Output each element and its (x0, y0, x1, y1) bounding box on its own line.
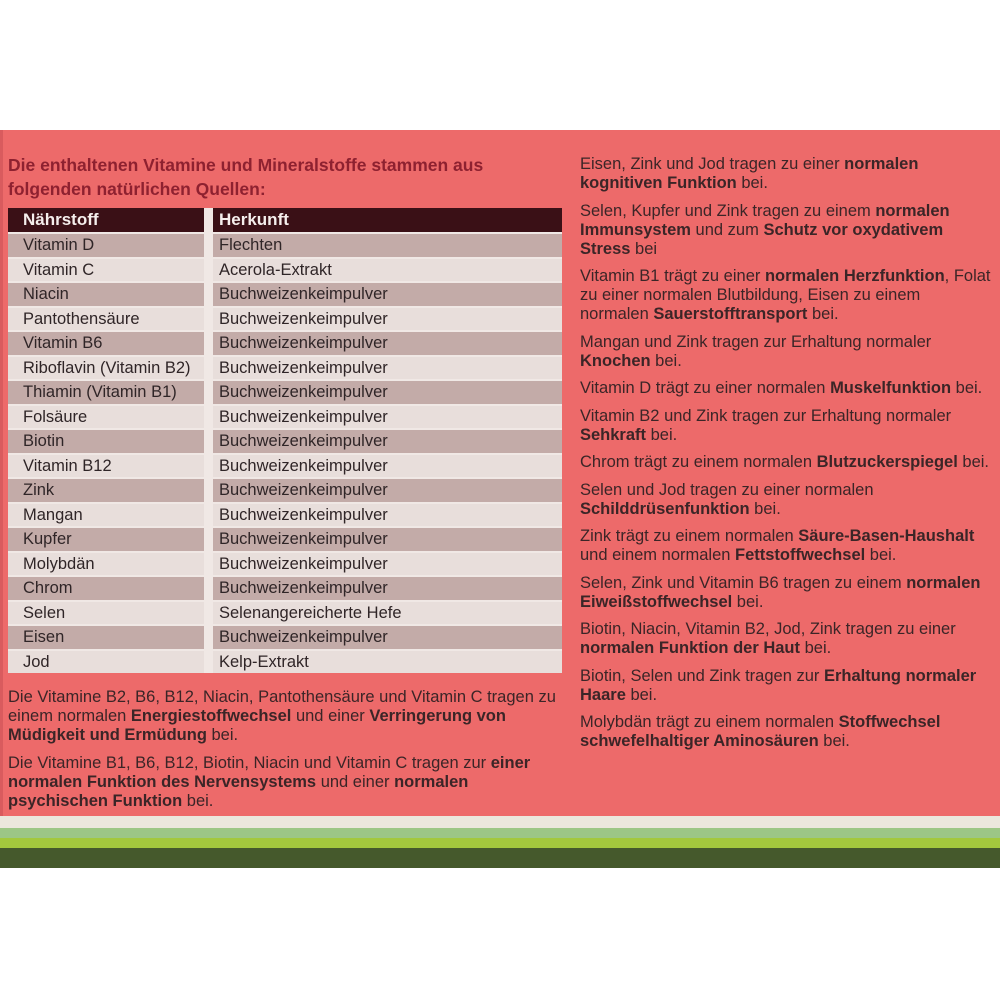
nutrient-cell: Kupfer (8, 528, 204, 551)
table-header-source: Herkunft (213, 208, 562, 232)
nutrient-info-panel (0, 130, 1000, 816)
nutrient-cell: Vitamin D (8, 234, 204, 257)
claim-paragraph: Biotin, Niacin, Vitamin B2, Jod, Zink tragen zu einer normalen Funktion der Haut bei. (580, 620, 956, 657)
source-cell: Flechten (213, 234, 562, 257)
left-claims (8, 688, 562, 819)
right-claims (580, 155, 992, 760)
source-cell: Acerola-Extrakt (213, 259, 562, 282)
claim-paragraph: Mangan und Zink tragen zur Erhaltung normaler Knochen bei. (580, 332, 932, 370)
source-cell: Buchweizenkeimpulver (213, 406, 562, 429)
source-cell: Kelp-Extrakt (213, 651, 562, 674)
source-cell: Buchweizenkeimpulver (213, 577, 562, 600)
nutrient-cell: Chrom (8, 577, 204, 600)
nutrient-cell: Eisen (8, 626, 204, 649)
source-cell: Buchweizenkeimpulver (213, 455, 562, 478)
stripe-lime (0, 838, 1000, 848)
source-cell: Buchweizenkeimpulver (213, 430, 562, 453)
nutrient-cell: Vitamin B12 (8, 455, 204, 478)
claim-paragraph: Eisen, Zink und Jod tragen zu einer normalen kognitiven Funktion bei. (580, 155, 919, 192)
nutrient-cell: Jod (8, 651, 204, 674)
nutrient-cell: Pantothensäure (8, 308, 204, 331)
claim-paragraph: Vitamin B2 und Zink tragen zur Erhaltung normaler Sehkraft bei. (580, 406, 952, 444)
nutrient-cell: Selen (8, 602, 204, 625)
claim-paragraph: Selen, Zink und Vitamin B6 tragen zu einem normalen Eiweißstoffwechsel bei. (580, 573, 981, 611)
stripe-cream (0, 816, 1000, 828)
source-cell: Buchweizenkeimpulver (213, 283, 562, 306)
left-column (8, 130, 562, 816)
stripe-olive (0, 848, 1000, 868)
claim-paragraph: Vitamin B1 trägt zu einer normalen Herzfunktion, Folat zu einer normalen Blutbildung, Eisen zu einem normalen Sauerstofftransport bei. (580, 267, 991, 323)
source-cell: Buchweizenkeimpulver (213, 626, 562, 649)
nutrient-cell: Niacin (8, 283, 204, 306)
claim-paragraph: Vitamin D trägt zu einer normalen Muskelfunktion bei. (580, 379, 983, 397)
nutrient-cell: Riboflavin (Vitamin B2) (8, 357, 204, 380)
nutrient-cell: Molybdän (8, 553, 204, 576)
nutrient-cell: Thiamin (Vitamin B1) (8, 381, 204, 404)
source-cell: Buchweizenkeimpulver (213, 479, 562, 502)
source-cell: Selenangereicherte Hefe (213, 602, 562, 625)
stripe-sage (0, 828, 1000, 838)
sources-heading: Die enthaltenen Vitamine und Mineralstoffe stammen aus folgenden natürlichen Quellen: (8, 155, 484, 199)
claim-paragraph: Chrom trägt zu einem normalen Blutzuckerspiegel bei. (580, 453, 990, 471)
source-cell: Buchweizenkeimpulver (213, 381, 562, 404)
source-cell: Buchweizenkeimpulver (213, 553, 562, 576)
nutrient-cell: Folsäure (8, 406, 204, 429)
source-cell: Buchweizenkeimpulver (213, 308, 562, 331)
source-cell: Buchweizenkeimpulver (213, 332, 562, 355)
nutrient-cell: Vitamin B6 (8, 332, 204, 355)
claim-paragraph: Die Vitamine B2, B6, B12, Niacin, Pantothensäure und Vitamin C tragen zu einem normalen Energiestoffwechsel und einer Verringerung von Müdigkeit und Ermüdung bei. (8, 688, 556, 744)
claim-paragraph: Selen und Jod tragen zu einer normalen Schilddrüsenfunktion bei. (580, 480, 874, 518)
nutrient-source-table (8, 208, 562, 673)
claim-paragraph: Molybdän trägt zu einem normalen Stoffwechsel schwefelhaltiger Aminosäuren bei. (580, 713, 941, 750)
nutrient-cell: Mangan (8, 504, 204, 527)
claim-paragraph: Zink trägt zu einem normalen Säure-Basen-Haushalt und einem normalen Fettstoffwechsel bei. (580, 527, 975, 564)
source-cell: Buchweizenkeimpulver (213, 528, 562, 551)
claim-paragraph: Selen, Kupfer und Zink tragen zu einem normalen Immunsystem und zum Schutz vor oxydativem Stress bei (580, 201, 950, 258)
source-cell: Buchweizenkeimpulver (213, 357, 562, 380)
claim-paragraph: Die Vitamine B1, B6, B12, Biotin, Niacin und Vitamin C tragen zur einer normalen Funktion des Nervensystems und einer normalen psychischen Funktion bei. (8, 753, 531, 810)
table-header-nutrient: Nährstoff (8, 208, 204, 232)
source-cell: Buchweizenkeimpulver (213, 504, 562, 527)
nutrient-cell: Biotin (8, 430, 204, 453)
claim-paragraph: Biotin, Selen und Zink tragen zur Erhaltung normaler Haare bei. (580, 666, 977, 704)
nutrient-cell: Zink (8, 479, 204, 502)
nutrient-cell: Vitamin C (8, 259, 204, 282)
